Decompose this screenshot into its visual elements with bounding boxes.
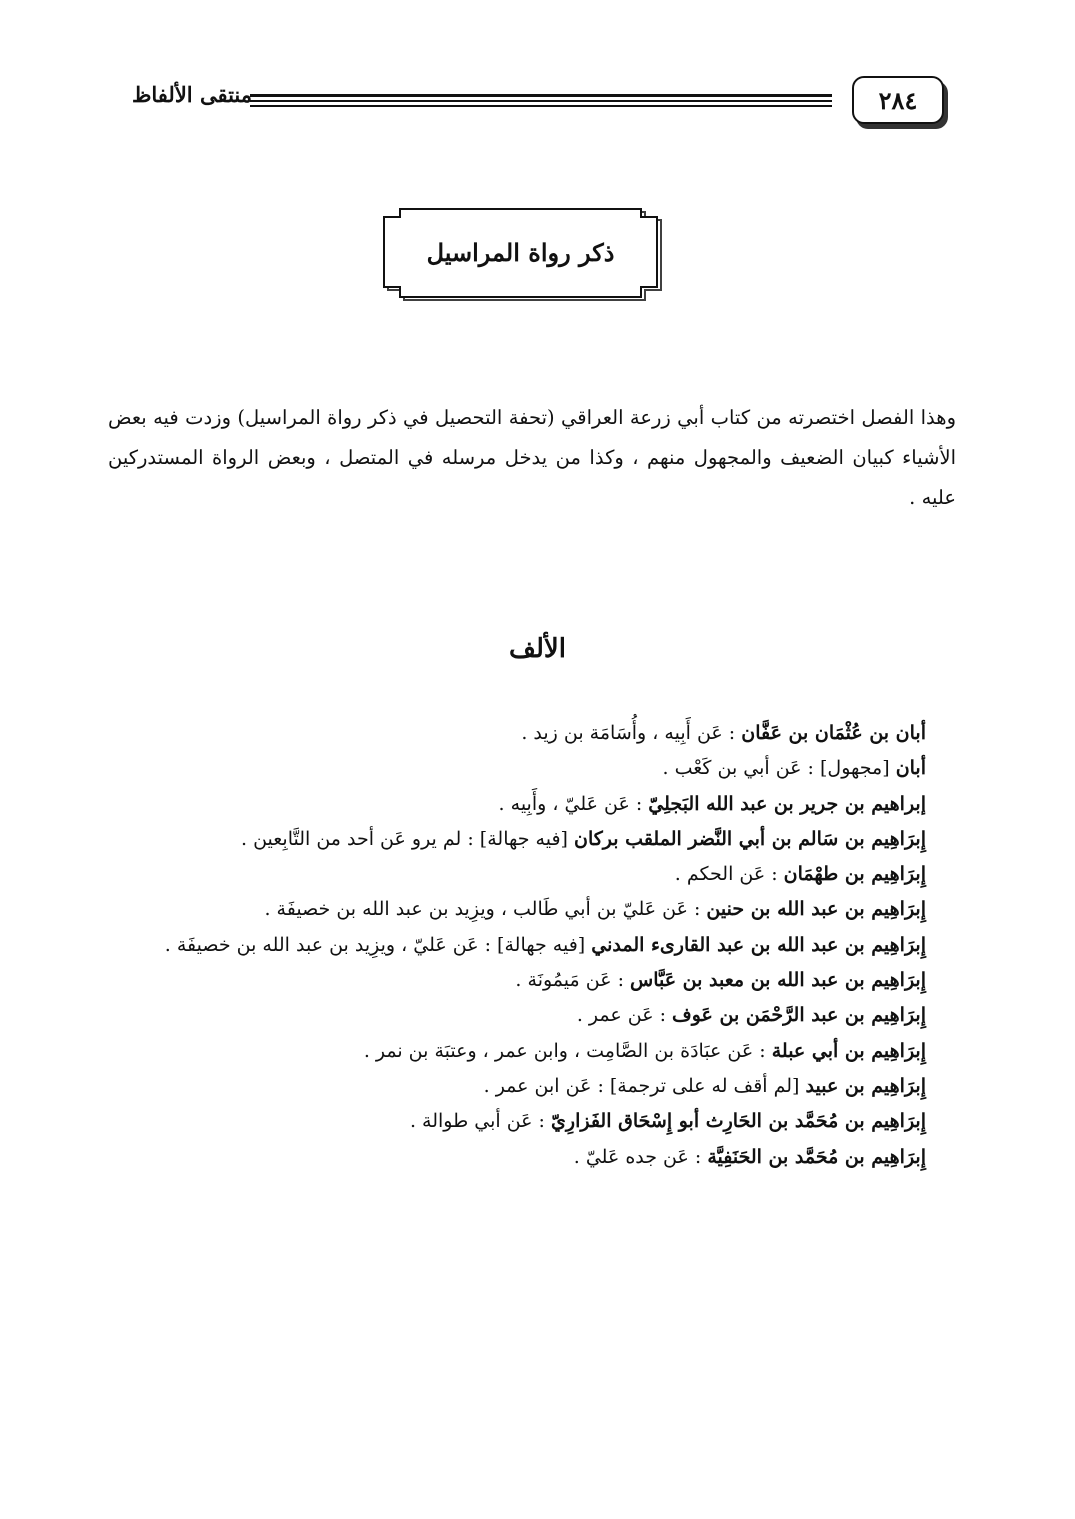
narrator-note: : عَن عمر . (576, 1004, 673, 1027)
narrator-note: : عَن جده عَليّ . (573, 1145, 708, 1168)
narrator-name: إِبرَاهِيم بن عبد الرَّحْمَن بن عَوف (672, 1004, 926, 1027)
page-number (852, 76, 944, 124)
narrator-note: : عَن عَليّ بن أبي طَالب ، ويزِيد بن عبد الله بن خصيفَة . (264, 898, 707, 921)
narrator-entry (108, 963, 926, 998)
header-rule (250, 94, 832, 108)
narrator-name: إِبرَاهِيم بن مُحَمَّد بن الحَنَفِيَّة (707, 1145, 926, 1168)
narrator-note: [فيه جهالة] : عَن عَليّ ، ويزِيد بن عبد الله بن خصيفَة . (164, 933, 592, 956)
narrator-note: : عَن أبي طوالة . (409, 1110, 552, 1133)
narrator-note: : عَن أَبِيه ، وأُسَامَة بن زيد . (521, 722, 742, 744)
section-title-frame (378, 205, 663, 301)
narrator-name: إِبرَاهِيم بن عبيد (805, 1074, 926, 1097)
narrator-name: إِبرَاهِيم بن أبي عبلة (771, 1039, 926, 1062)
narrator-note: : عَن الحكم . (674, 863, 784, 886)
narrator-name: إِبرَاهِيم بن طهْمَان (783, 863, 926, 886)
narrator-note: [فيه جهالة] : لم يرو عَن أحد من التَّابِعين . (240, 827, 574, 850)
narrator-entry (108, 1069, 926, 1104)
narrator-name: إِبرَاهِيم بن عبد الله بن حنين (706, 898, 926, 921)
narrator-list (108, 716, 926, 1175)
narrator-entry (108, 1104, 926, 1139)
narrator-note: [لم أقف له على ترجمة] : عَن ابن عمر . (483, 1074, 806, 1097)
narrator-name: أبان (895, 757, 926, 780)
section-title: ذكر رواة المراسيل (426, 238, 615, 267)
narrator-name: إِبرَاهِيم بن عبد الله بن معبد بن عَبَّاس (630, 969, 926, 992)
narrator-entry (108, 716, 926, 751)
narrator-name: إبراهيم بن جرير بن عبد الله البَجلِيّ (648, 792, 926, 815)
narrator-name: إِبرَاهِيم بن عبد الله بن عبد القارىء المدني (591, 933, 926, 956)
letter-heading: الألف (509, 634, 566, 664)
narrator-entry (108, 857, 926, 892)
narrator-name: إِبرَاهِيم بن مُحَمَّد بن الحَارِث أبو إِسْحَاق الفَزارِيّ (551, 1110, 926, 1133)
narrator-note: [مجهول] : عَن أبي بن كَعْب . (662, 757, 896, 780)
page-number-text: ٢٨٤ (878, 85, 918, 115)
narrator-name: أبان بن عُثْمَان بن عَفَّان (741, 722, 926, 744)
narrator-note: : عَن مَيمُونَة . (515, 969, 631, 992)
narrator-entry (108, 822, 926, 857)
running-title: منتقى الألفاظ (131, 82, 252, 107)
narrator-entry (108, 892, 926, 927)
narrator-entry (78, 928, 926, 963)
narrator-entry (108, 998, 926, 1033)
narrator-entry (108, 787, 926, 822)
narrator-entry (108, 1034, 926, 1069)
narrator-entry (108, 1140, 926, 1175)
narrator-note: : عَن عَليّ ، وأَبِيه . (498, 792, 649, 815)
intro-paragraph (108, 398, 956, 518)
narrator-note: : عَن عبَادَة بن الصَّامِت ، وابن عمر ، وعتبَة بن نمر . (363, 1039, 772, 1062)
intro-text: وهذا الفصل اختصرته من كتاب أبي زرعة العراقي (تحفة التحصيل في ذكر رواة المراسيل) وزدت فيه بعض الأشياء كبيان الضعيف والمجهول منهم ، وكذا من يدخل مرسله في المتصل ، وبعض الرواة المستدركين عليه . (108, 406, 956, 509)
narrator-name: إِبرَاهِيم بن سَالم بن أبي النَّضر الملقب بركان (573, 827, 926, 850)
narrator-entry (108, 751, 926, 786)
